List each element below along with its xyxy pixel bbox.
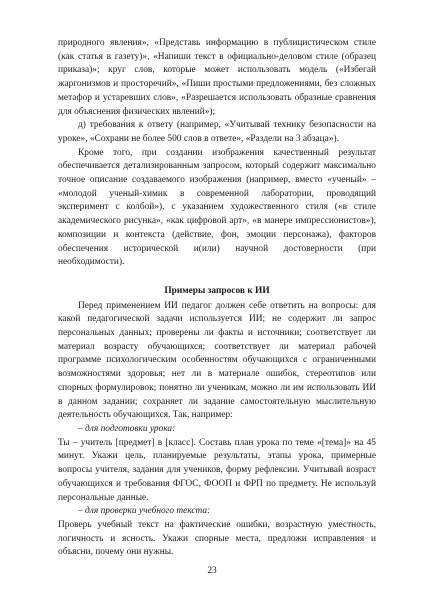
section-heading: Примеры запросов к ИИ bbox=[164, 285, 270, 296]
label-lesson-prep: – для подготовки урока: bbox=[78, 423, 176, 434]
prompt-lesson-plan: Ты – учитель [предмет] в [класс]. Составь план урока по теме «[тема]» на 45 минут. Укажи цель, планируемые результаты, этапы урока, примерные вопросы учителя, задания для учеников, форму рефлексии. Учитывай возраст обучающихся и требования ФГОС, ФООП и ФРП по предмету. Не используй персональные данные. bbox=[58, 437, 376, 503]
paragraph-teacher-questions: Перед применением ИИ педагог должен себе ответить на вопросы: для какой педагогической задачи используется ИИ; не содержит ли запрос персональных данных; проверены ли факты и источники; соответствует ли материал возрасту обучающихся; соответствует ли материал рабочей программе психологическим особенностям обучающихся с ограниченными возможностями здоровья; нет ли в материале ошибок, стереотипов или спорных формулировок; понятно ли ученикам, можно ли им использовать ИИ в данном задании; сохраняет ли задание самостоятельную мыслительную деятельность обучающихся. Так, например: bbox=[58, 300, 376, 421]
paragraph-style-examples: природного явления», «Представь информацию в публицистическом стиле (как статья в газету)», «Напиши текст в официально-деловом стиле (образец приказа)»; круг слов, которые может использовать модель («Избегай жаргонизмов и просторечий», «Пиши простыми предложениями, без сложных метафор и устаревших слов», «Разрешается использовать образные сравнения для объяснения физических явлений»); bbox=[58, 38, 376, 117]
paragraph-image-request: Кроме того, при создании изображения качественный результат обеспечивается детализированным запросом, который содержит максимально точное описание создаваемого изображения (например, вместо «ученый» – «молодой ученый-химик в современной лаборатории, проводящий эксперимент с колбой»), с указанием художественного стиля («в стиле академического рисунка», «как цифровой арт», «в манере импрессионистов»), композиции и контекста (действие, фон, эмоции персонажа), факторов обеспечения исторической и(или) научной достоверности (при необходимости). bbox=[58, 147, 376, 268]
document-page bbox=[58, 37, 376, 560]
paragraph-answer-requirements: д) требования к ответу (например, «Учитывай технику безопасности на уроке», «Сохрани не более 500 слов в ответе», «Раздели на 3 абзаца»). bbox=[58, 120, 376, 144]
page-number: 23 bbox=[207, 566, 217, 576]
prompt-text-check: Проверь учебный текст на фактические ошибки, возрастную уместность, логичность и ясность. Укажи спорные места, предложи исправления и объясни, почему они нужны. bbox=[58, 519, 376, 558]
label-text-check: – для проверки учебного текста: bbox=[78, 506, 211, 517]
